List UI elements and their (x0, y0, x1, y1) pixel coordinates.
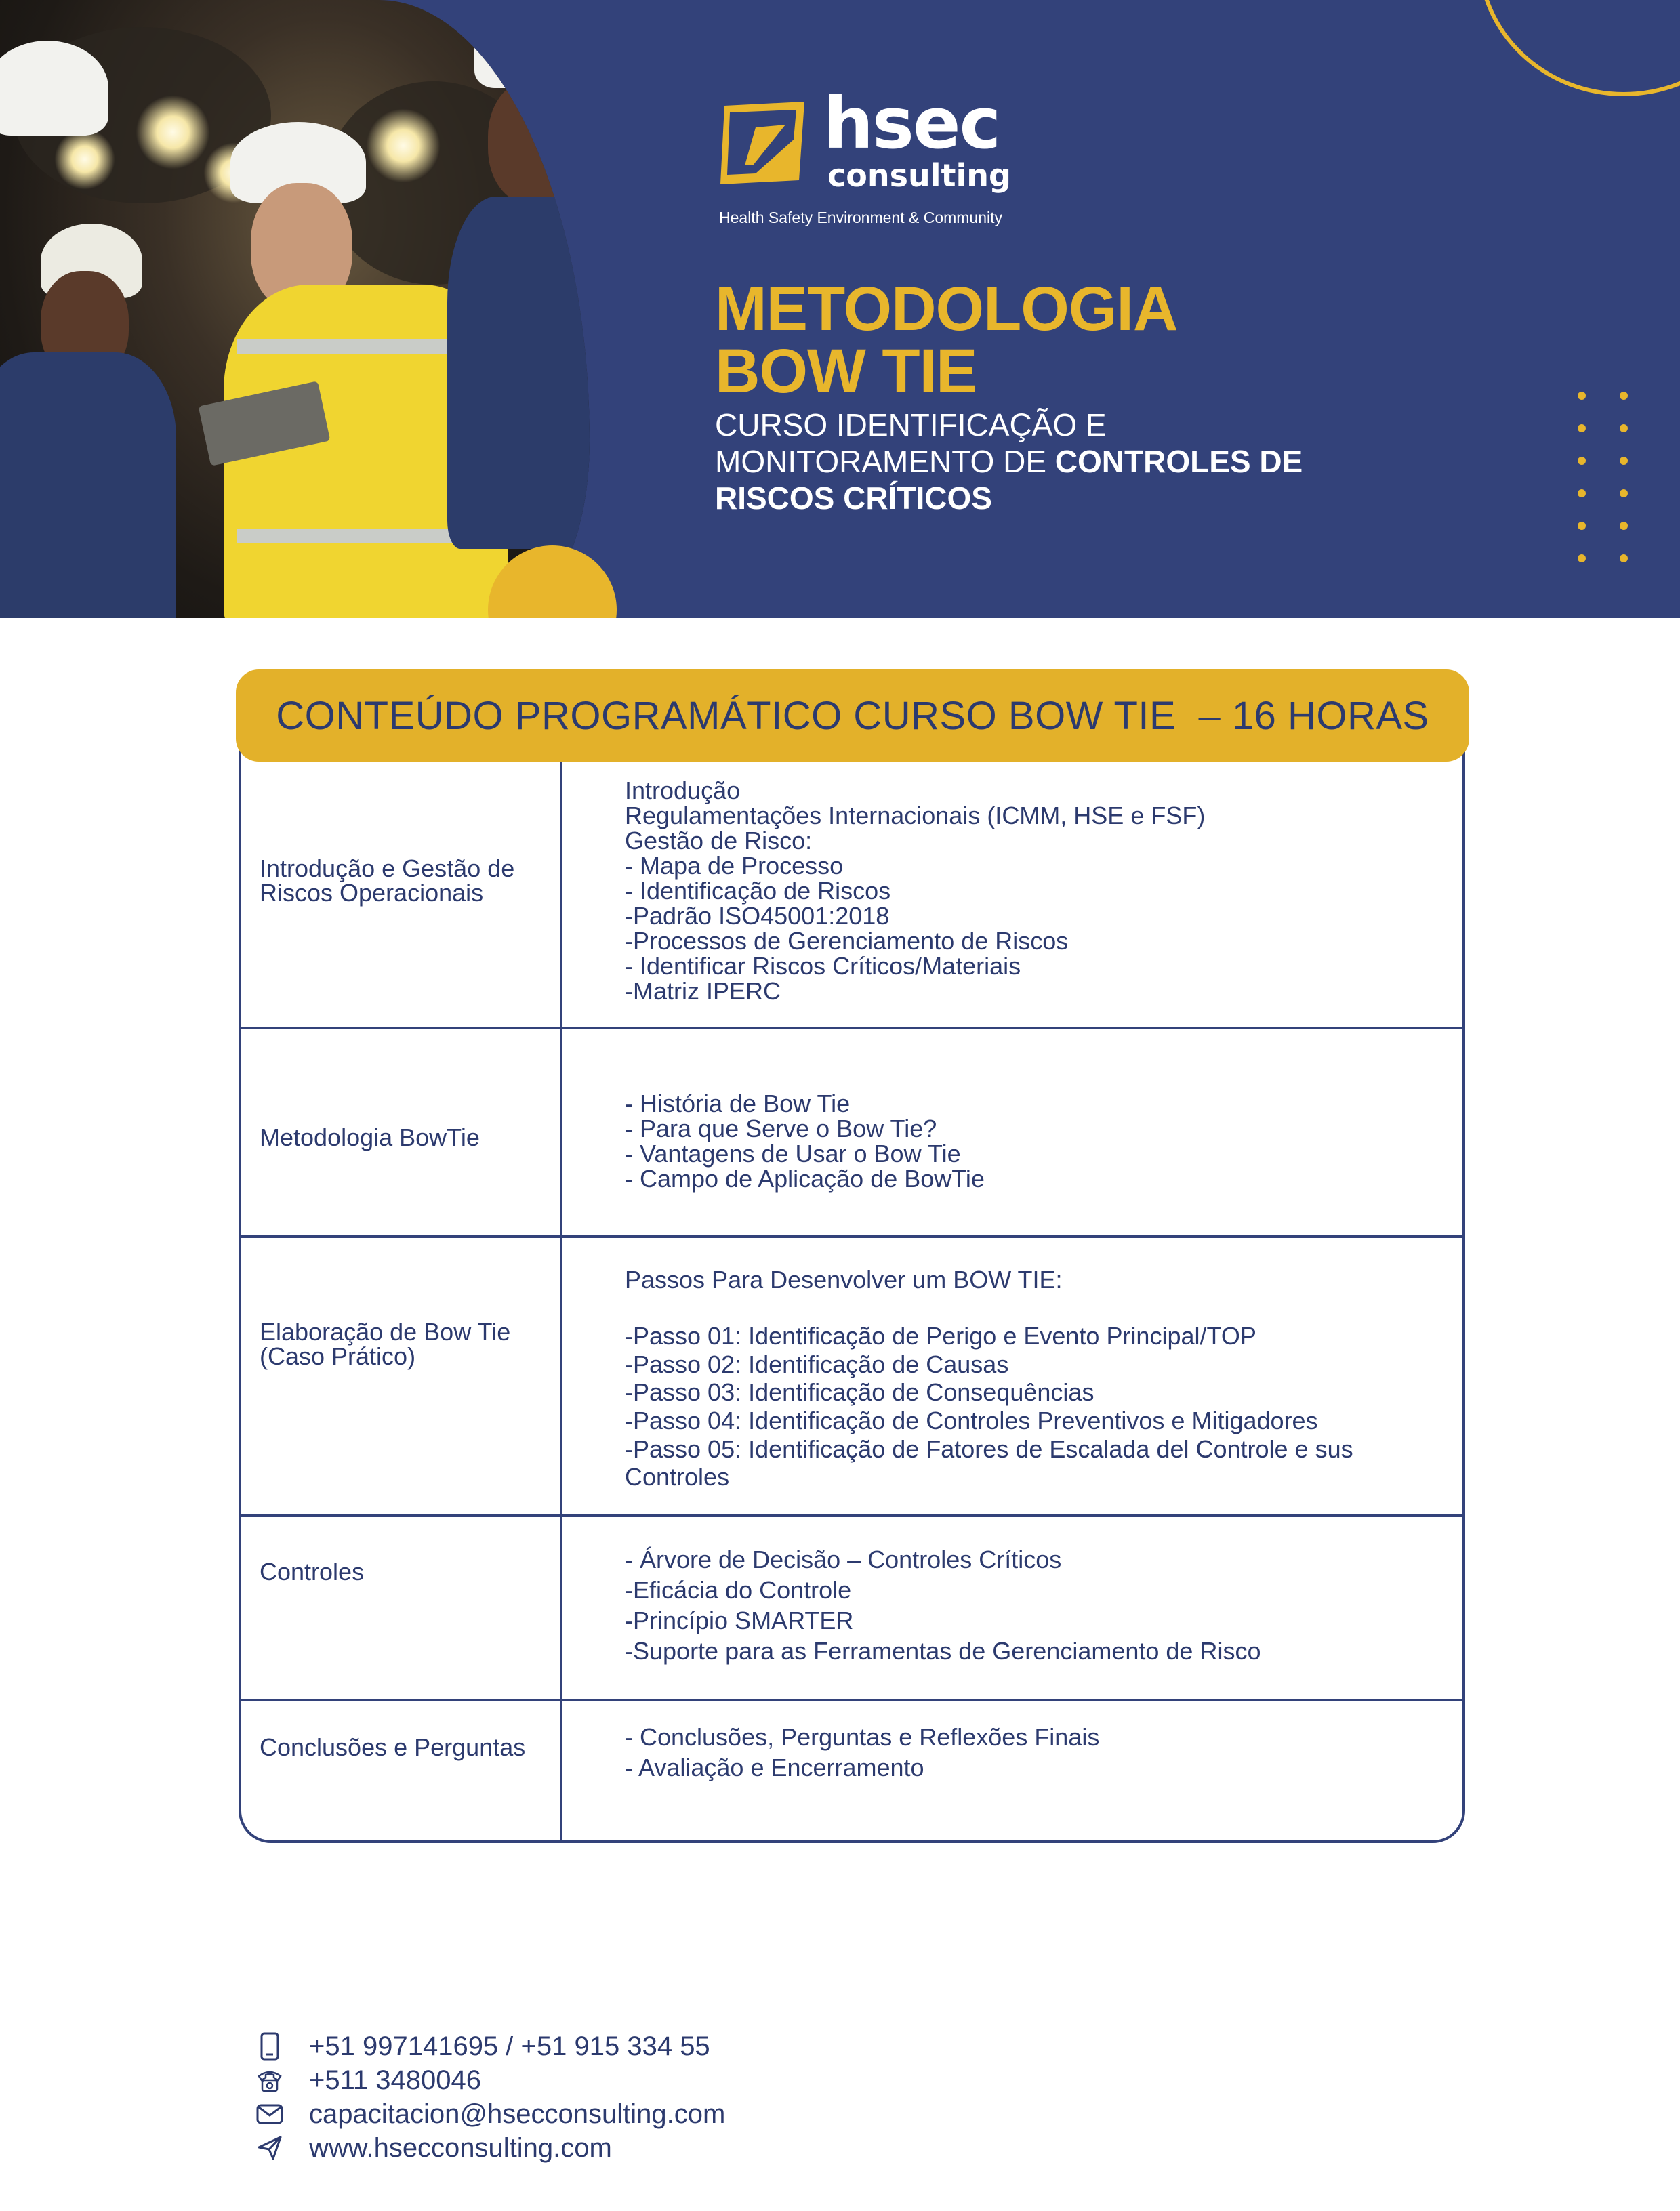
contact-phone (256, 2063, 481, 2097)
phone-number[interactable]: +511 3480046 (309, 2065, 481, 2095)
row-divider (239, 1027, 1465, 1029)
table-row-content: - Árvore de Decisão – Controles Críticos -Eficácia do Controle -Princípio SMARTER -Suporte para as Ferramentas de Gerenciamento de Risco (625, 1546, 1261, 1665)
logo-wordmark: hsec (823, 82, 1000, 165)
table-row-label: Metodologia BowTie (260, 1123, 480, 1151)
program-heading-text: CONTEÚDO PROGRAMÁTICO CURSO BOW TIE – 16 HORAS (276, 693, 1429, 738)
page-subtitle (715, 407, 1393, 516)
email-address[interactable]: capacitacion@hsecconsulting.com (309, 2099, 726, 2129)
header-banner (0, 0, 1680, 618)
logo-subtitle: consulting (827, 157, 1011, 194)
row-divider (239, 1235, 1465, 1238)
decorative-ring (1477, 0, 1680, 96)
mobile-number[interactable]: +51 997141695 / +51 915 334 55 (309, 2031, 710, 2061)
subtitle-regular: CURSO IDENTIFICAÇÃO E MONITORAMENTO DE (715, 407, 1107, 479)
column-divider (560, 760, 562, 1842)
website-link[interactable]: www.hsecconsulting.com (309, 2132, 612, 2163)
table-row-label: Introdução e Gestão de Riscos Operacionais (260, 854, 515, 907)
table-row-content: - História de Bow Tie - Para que Serve o Bow Tie? - Vantagens de Usar o Bow Tie - Campo de Aplicação de BowTie (625, 1090, 985, 1193)
row-divider (239, 1699, 1465, 1701)
table-row-content: Passos Para Desenvolver um BOW TIE: -Passo 01: Identificação de Perigo e Evento Principal/TOP -Passo 02: Identificação de Causas -Passo 03: Identificação de Consequências -Passo 04: Identificação de Controles Preventivos e Mitigadores -Passo 05: Identificação de Fatores de Escalada del Controle e sus Controles (625, 1266, 1353, 1491)
table-row-label: Conclusões e Perguntas (260, 1733, 526, 1761)
logo-tagline: Health Safety Environment & Community (719, 209, 1003, 226)
table-row-content: Introdução Regulamentações Internacionais (ICMM, HSE e FSF) Gestão de Risco: - Mapa de Processo - Identificação de Riscos -Padrão ISO45001:2018 -Processos de Gerenciamento de Riscos - Identificar Riscos Críticos/Materiais -Matriz IPERC (625, 777, 1206, 1005)
page-title: METODOLOGIA BOW TIE (715, 274, 1178, 406)
row-divider (239, 1514, 1465, 1517)
contact-email (256, 2097, 726, 2131)
table-row-label: Controles (260, 1558, 365, 1586)
table-row-label: Elaboração de Bow Tie (Caso Prático) (260, 1318, 511, 1370)
envelope-icon (256, 2101, 283, 2128)
contact-website (256, 2131, 612, 2165)
telephone-icon (256, 2067, 283, 2094)
contact-mobile (256, 2029, 710, 2063)
logo-mark-icon (715, 100, 810, 188)
miners-photo (0, 0, 590, 618)
table-row-content: - Conclusões, Perguntas e Reflexões Finais - Avaliação e Encerramento (625, 1723, 1100, 1781)
send-arrow-icon (256, 2134, 283, 2162)
program-heading (236, 669, 1469, 762)
subtitle-bold: CONTROLES DE RISCOS CRÍTICOS (715, 444, 1303, 516)
mobile-phone-icon (256, 2033, 283, 2060)
